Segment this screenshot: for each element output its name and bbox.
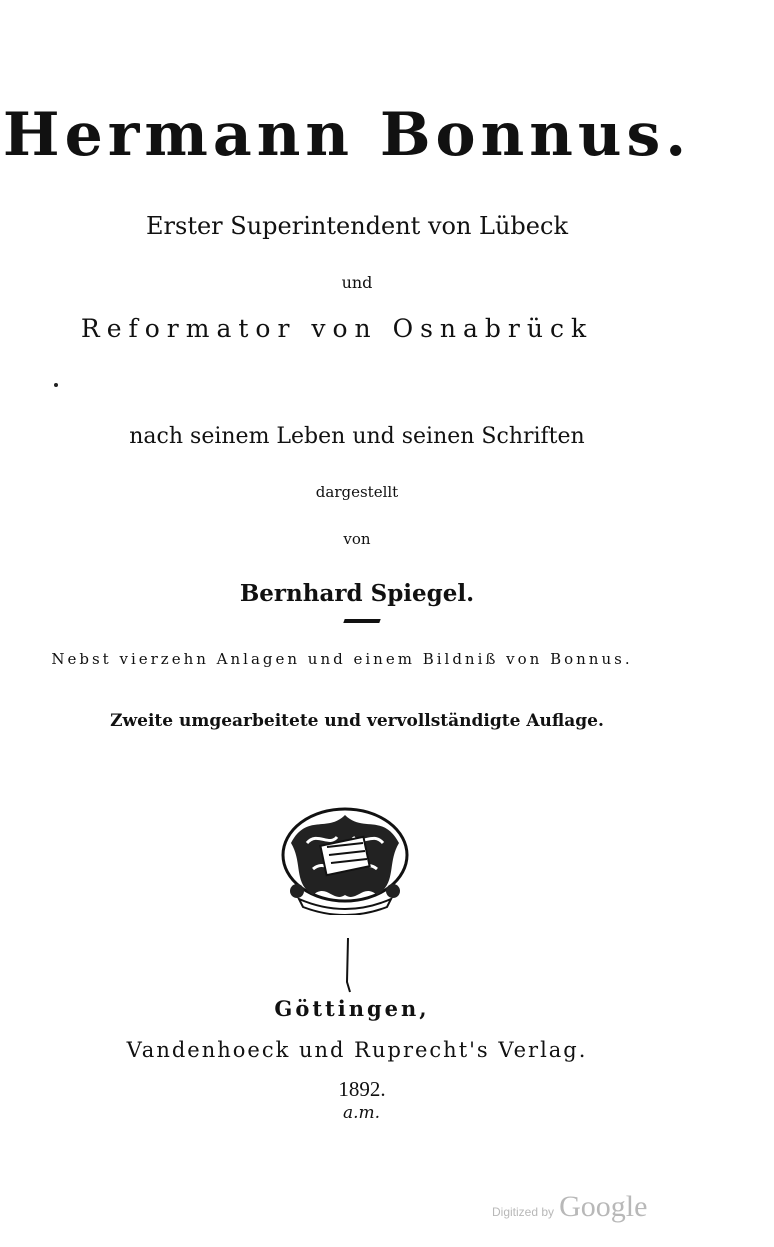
book-title: Hermann Bonnus. [2,100,692,170]
author-rule [343,619,380,623]
appendix-note: Nebst vierzehn Anlagen und einem Bildniß von Bonnus. [51,650,633,668]
subtitle-line-1: Erster Superintendent von Lübeck [146,212,568,240]
subtitle-line-2: Reformator von Osnabrück [80,314,594,343]
handwritten-note: a.m. [343,1103,381,1123]
publisher: Vandenhoeck und Ruprecht's Verlag. [126,1038,588,1062]
presented-label: dargestellt [315,483,399,501]
ink-speck [54,383,58,387]
vertical-flourish [338,936,358,994]
author-name: Bernhard Spiegel. [239,580,475,607]
printer-emblem-icon [277,803,413,915]
digitized-by-label: Digitized by [492,1205,555,1219]
description: nach seinem Leben und seinen Schriften [129,424,585,449]
publication-place: Göttingen, [274,996,430,1021]
conjunction: und [341,273,373,292]
google-brand: Google [559,1190,648,1223]
by-label: von [343,530,371,548]
digitization-watermark [492,1190,647,1224]
publication-year: 1892. [338,1077,386,1101]
edition-note: Zweite umgearbeitete und vervollständigte Auflage. [110,711,604,731]
